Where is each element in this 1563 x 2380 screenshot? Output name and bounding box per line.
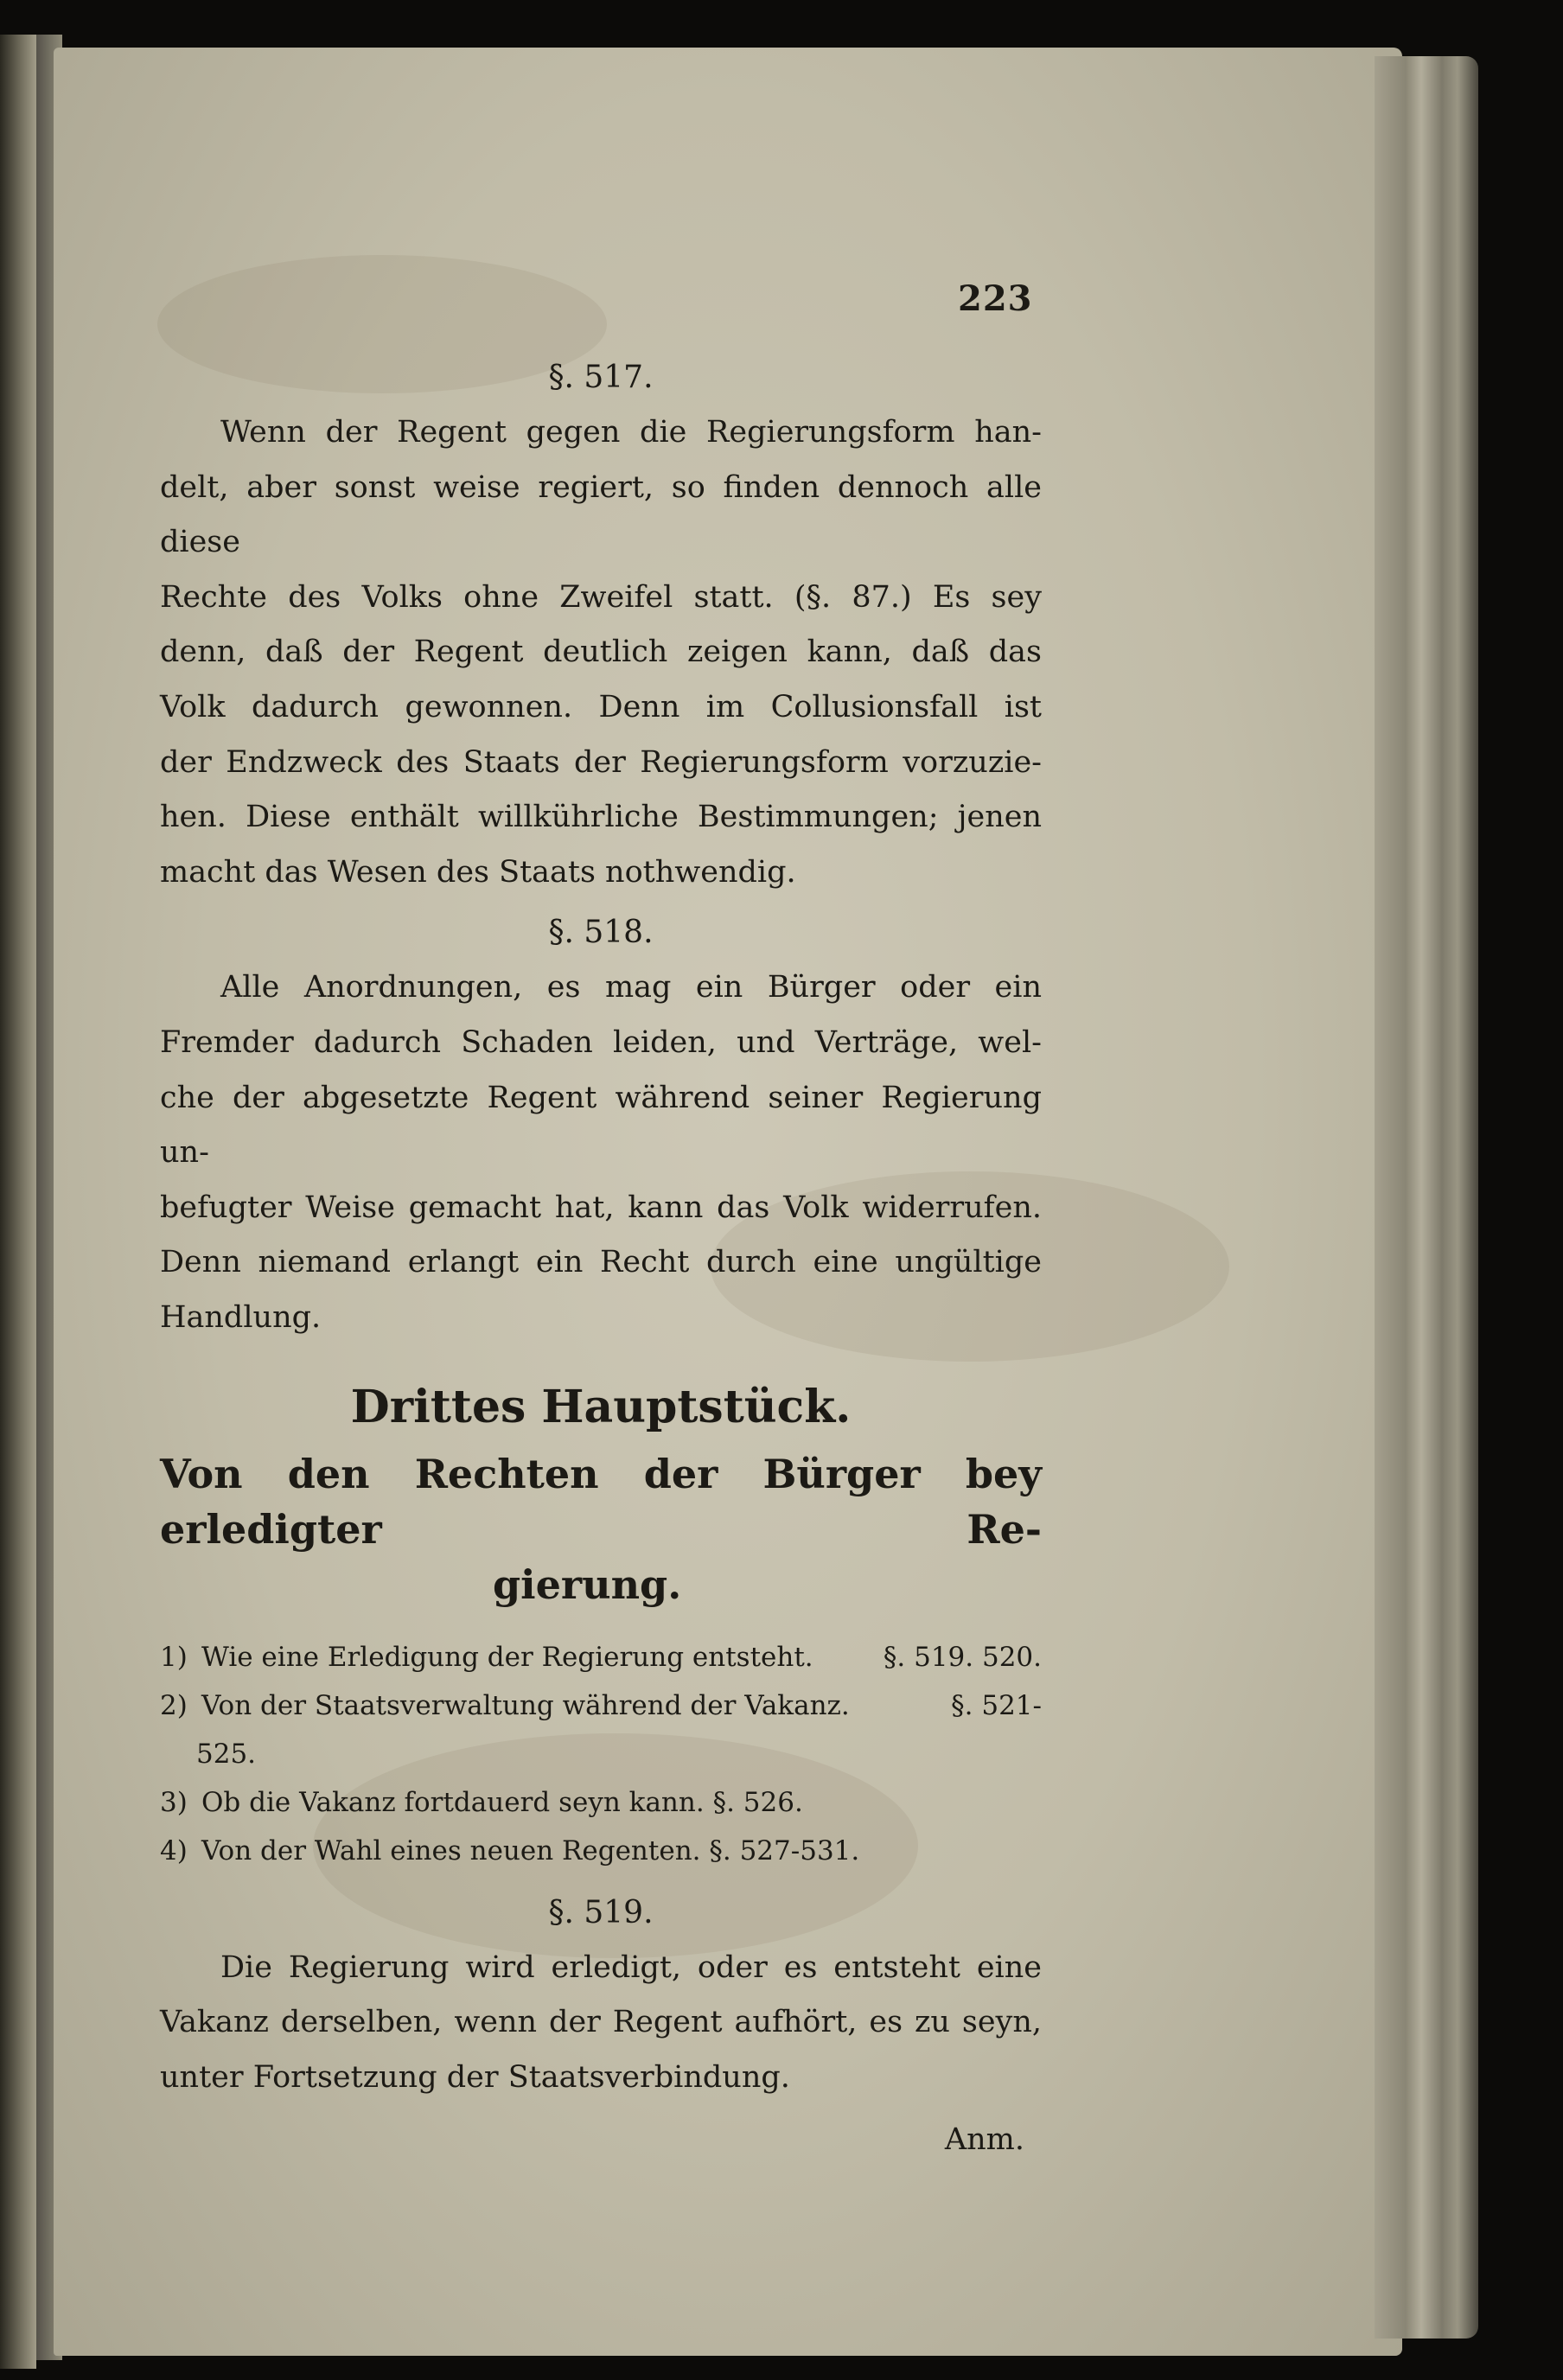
chapter-title: Drittes Hauptstück. xyxy=(350,1380,852,1433)
chapter-contents-list xyxy=(160,1633,1042,1875)
text-line: Handlung. xyxy=(160,1299,322,1335)
contents-reference: §. 527-531. xyxy=(709,1834,860,1866)
paragraph-519 xyxy=(160,1941,1042,2106)
subtitle-line: gierung. xyxy=(493,1560,682,1608)
contents-text: Wie eine Erledigung der Regierung entsteht. xyxy=(201,1641,813,1673)
text-line: befugter Weise gemacht hat, kann das Volk widerrufen. xyxy=(160,1190,1042,1225)
text-line: che der abgesetzte Regent während seiner Regierung un- xyxy=(160,1080,1042,1171)
text-line: Rechte des Volks ohne Zweifel statt. (§. 87.) Es sey xyxy=(160,579,1042,615)
text-line: macht das Wesen des Staats nothwendig. xyxy=(160,854,796,890)
contents-reference: §. 526. xyxy=(712,1786,803,1818)
contents-item xyxy=(160,1633,1042,1681)
contents-reference: §. 519. 520. xyxy=(883,1641,1042,1673)
contents-item xyxy=(160,1778,1042,1827)
text-line: Fremder dadurch Schaden leiden, und Verträge, wel- xyxy=(160,1024,1042,1060)
contents-item xyxy=(160,1681,1042,1778)
contents-text: Ob die Vakanz fortdauerd seyn kann. xyxy=(201,1786,705,1818)
text-line: Vakanz derselben, wenn der Regent aufhört, es zu seyn, xyxy=(160,2005,1042,2040)
chapter-subtitle xyxy=(160,1446,1042,1612)
paragraph-518 xyxy=(160,960,1042,1345)
text-line: Denn niemand erlangt ein Recht durch eine ungültige xyxy=(160,1245,1042,1280)
text-line: der Endzweck des Staats der Regierungsform vorzuzie- xyxy=(160,744,1042,780)
text-line: unter Fortsetzung der Staatsverbindung. xyxy=(160,2059,790,2095)
text-block xyxy=(160,277,1042,2167)
contents-number: 1) xyxy=(160,1641,188,1673)
text-line: denn, daß der Regent deutlich zeigen kann, daß das xyxy=(160,635,1042,670)
page-stack-edge xyxy=(1375,56,1478,2339)
left-page-edge xyxy=(0,35,36,2369)
contents-number: 3) xyxy=(160,1786,188,1818)
contents-reference-continued: 525. xyxy=(196,1738,257,1770)
contents-text: Von der Staatsverwaltung während der Vakanz. xyxy=(201,1689,850,1721)
contents-number: 4) xyxy=(160,1834,188,1866)
contents-reference: §. 521- xyxy=(951,1689,1042,1721)
text-line: Die Regierung wird erledigt, oder es entsteht eine xyxy=(220,1949,1042,1985)
catchword: Anm. xyxy=(944,2122,1024,2158)
text-line: Volk dadurch gewonnen. Denn im Collusionsfall ist xyxy=(160,689,1042,724)
section-heading-517: §. 517. xyxy=(548,360,654,395)
text-line: delt, aber sonst weise regiert, so finden dennoch alle diese xyxy=(160,469,1042,560)
text-line: hen. Diese enthält willkührliche Bestimmungen; jenen xyxy=(160,800,1042,835)
page-number: 223 xyxy=(958,278,1033,319)
text-line: Wenn der Regent gegen die Regierungsform han- xyxy=(220,415,1042,450)
text-line: Alle Anordnungen, es mag ein Bürger oder ein xyxy=(220,970,1042,1005)
contents-item xyxy=(160,1827,1042,1875)
contents-number: 2) xyxy=(160,1689,188,1721)
section-heading-519: §. 519. xyxy=(548,1894,654,1930)
subtitle-line: Von den Rechten der Bürger bey erledigter Re- xyxy=(160,1450,1042,1553)
paragraph-517 xyxy=(160,405,1042,900)
section-heading-518: §. 518. xyxy=(548,915,654,951)
contents-text: Von der Wahl eines neuen Regenten. xyxy=(201,1834,701,1866)
